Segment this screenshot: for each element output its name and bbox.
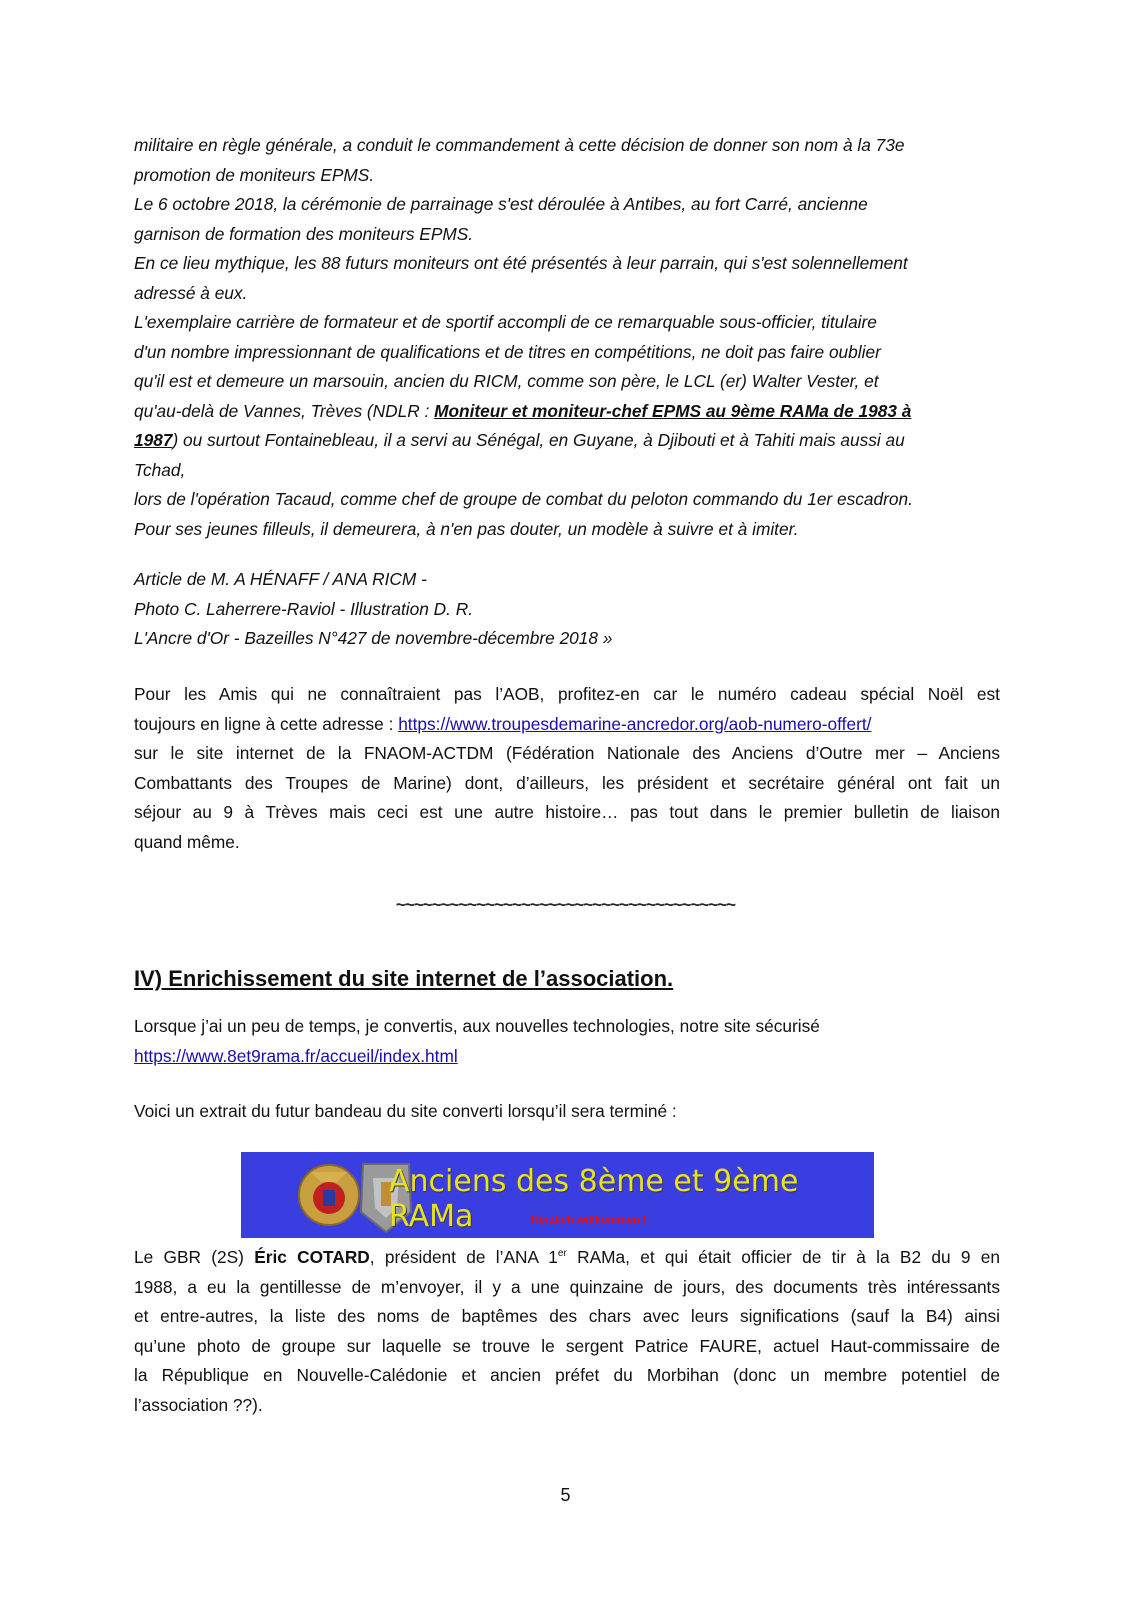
aob-line: Combattants des Troupes de Marine) dont, d’ailleurs, les président et secrétaire général ont fait un [134, 772, 1000, 793]
article-line: adressé à eux. [134, 282, 248, 303]
article-line: En ce lieu mythique, les 88 futurs moniteurs ont été présentés à leur parrain, qui s'est solennellement [134, 253, 908, 273]
cotard-line [134, 1243, 1000, 1273]
banner-subtitle: Herzlich willkommen ! [531, 1214, 647, 1226]
cotard-line: et entre-autres, la liste des noms de baptêmes des chars avec leurs significations (sauf la B4) ainsi [134, 1306, 1000, 1326]
credit-line: L'Ancre d'Or - Bazeilles N°427 de novembre-décembre 2018 » [134, 628, 613, 648]
site-link[interactable]: https://www.8et9rama.fr/accueil/index.html [134, 1045, 458, 1066]
aob-line: séjour au 9 à Trèves mais ceci est une autre histoire… pas tout dans le premier bulletin de liaison [134, 802, 1000, 822]
cotard-line: 1988, a eu la gentillesse de m’envoyer, il y a une quinzaine de jours, des documents très intéressants [134, 1276, 1000, 1297]
article-line: Tchad, [134, 459, 186, 480]
article-line: qu'il est et demeure un marsouin, ancien du RICM, comme son père, le LCL (er) Walter Vester, et [134, 371, 879, 391]
site-paragraph [134, 1012, 1000, 1071]
aob-line: Pour les Amis qui ne connaîtraient pas l’AOB, profitez-en car le numéro cadeau spécial Noël est [134, 684, 1000, 704]
article-line: d'un nombre impressionnant de qualifications et de titres en compétitions, ne doit pas faire oublier [134, 341, 881, 362]
cotard-paragraph [134, 1243, 1000, 1420]
article-body [134, 131, 1000, 544]
aob-offer-link[interactable]: https://www.troupesdemarine-ancredor.org/aob-numero-offert/ [398, 713, 872, 734]
site-banner [241, 1152, 874, 1238]
aob-link-line [134, 710, 1000, 740]
article-line: militaire en règle générale, a conduit le commandement à cette décision de donner son nom à la 73e [134, 135, 905, 155]
ndlr-note: Moniteur et moniteur-chef EPMS au 9ème RAMa de 1983 à [434, 400, 912, 421]
cotard-text: , président de l’ANA 1 [369, 1247, 558, 1267]
cotard-text: RAMa, et qui était officier de tir à la B2 du 9 en [566, 1247, 1000, 1267]
article-line: L'exemplaire carrière de formateur et de sportif accompli de ce remarquable sous-officier, titulaire [134, 312, 877, 332]
banner-intro-text: Voici un extrait du futur bandeau du site converti lorsqu’il sera terminé : [134, 1101, 677, 1121]
article-line: Le 6 octobre 2018, la cérémonie de parrainage s'est déroulée à Antibes, au fort Carré, ancienne [134, 194, 868, 214]
ndlr-line [134, 397, 1000, 427]
article-line: lors de l'opération Tacaud, comme chef de groupe de combat du peloton commando du 1er escadron. [134, 489, 913, 509]
site-line: Lorsque j’ai un peu de temps, je convertis, aux nouvelles technologies, notre site sécurisé [134, 1016, 820, 1036]
aob-paragraph [134, 680, 1000, 857]
credit-line: Article de M. A HÉNAFF / ANA RICM - [134, 569, 427, 589]
ndlr-note-year: 1987 [134, 430, 173, 450]
cotard-sup: er [557, 1248, 567, 1260]
page-number: 5 [560, 1485, 571, 1505]
article-credits [134, 565, 1000, 654]
cotard-line: qu’une photo de groupe sur laquelle se trouve le sergent Patrice FAURE, actuel Haut-commissaire de [134, 1335, 1000, 1356]
credit-line: Photo C. Laherrere-Raviol - Illustration D. R. [134, 598, 474, 619]
ndlr-suffix: ) ou surtout Fontainebleau, il a servi au Sénégal, en Guyane, à Djibouti et à Tahiti mais aussi au [172, 430, 905, 450]
cotard-line: la République en Nouvelle-Calédonie et ancien préfet du Morbihan (donc un membre potentiel de [134, 1365, 1000, 1385]
banner-intro [134, 1097, 1000, 1127]
aob-line: quand même. [134, 831, 240, 852]
aob-line: sur le site internet de la FNAOM-ACTDM (Fédération Nationale des Anciens d’Outre mer – Anciens [134, 743, 1000, 763]
cotard-line: l’association ??). [134, 1394, 263, 1415]
article-line: garnison de formation des moniteurs EPMS. [134, 223, 474, 244]
ndlr-line-2 [134, 426, 1000, 456]
section-heading: IV) Enrichissement du site internet de l’association. [134, 966, 674, 991]
cotard-text: Le GBR (2S) [134, 1247, 255, 1267]
ndlr-prefix: qu'au-delà de Vannes, Trèves (NDLR : [134, 400, 435, 421]
article-line: promotion de moniteurs EPMS. [134, 164, 375, 185]
banner-title: Anciens des 8ème et 9ème RAMa [389, 1164, 799, 1234]
cotard-name: Éric COTARD [254, 1247, 370, 1267]
anchor-badge-icon [299, 1165, 359, 1225]
article-line: Pour ses jeunes filleuls, il demeurera, à n'en pas douter, un modèle à suivre et à imiter. [134, 518, 799, 539]
section-separator: ~~~~~~~~~~~~~~~~~~~~~~~~~~~~~~~~~~~~~~ [395, 895, 736, 914]
aob-link-prefix: toujours en ligne à cette adresse : [134, 713, 399, 734]
